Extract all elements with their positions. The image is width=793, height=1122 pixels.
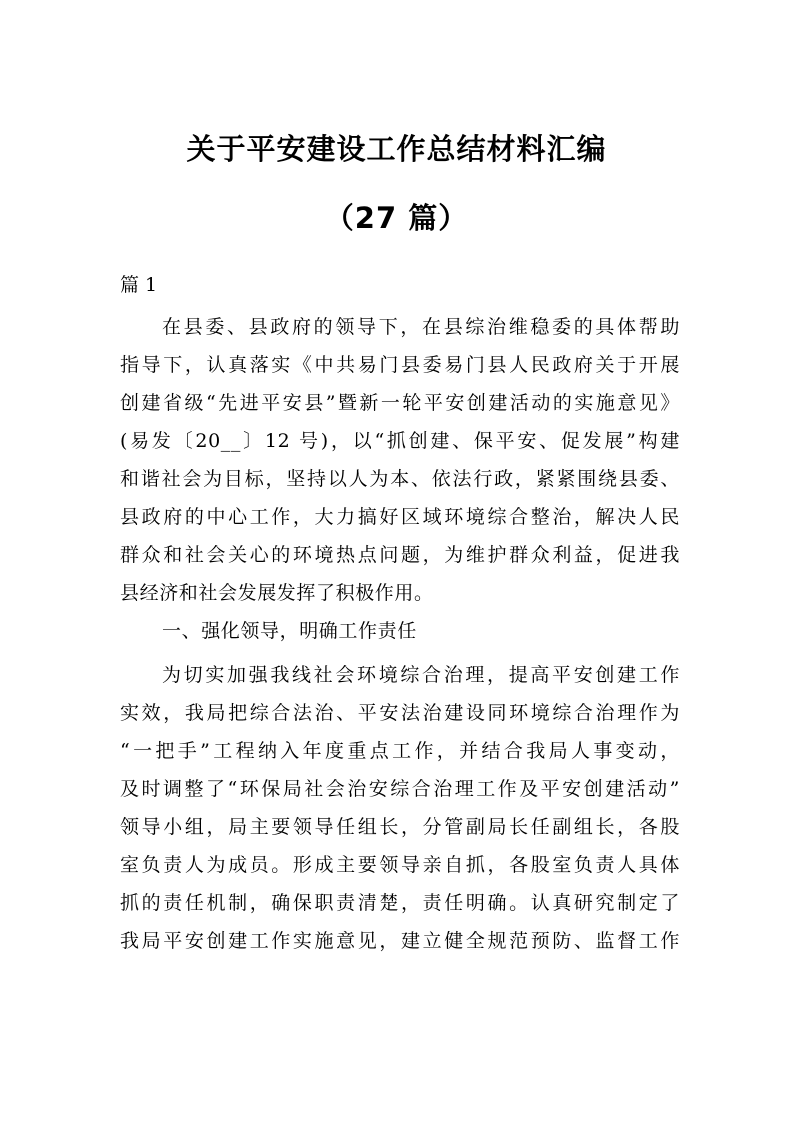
paragraph-line: 和谐社会为目标，坚持以人为本、依法行政，紧紧围绕县委、 xyxy=(120,468,680,490)
paragraph-line: 县经济和社会发展发挥了积极作用。 xyxy=(120,582,434,604)
paragraph-line: (易发〔20__〕12 号)，以“抓创建、保平安、促发展”构建 xyxy=(120,430,680,452)
document-subtitle: （27 篇） xyxy=(324,201,469,235)
section-label: 篇 1 xyxy=(120,274,158,296)
document-title: 关于平安建设工作总结材料汇编 xyxy=(186,132,607,166)
paragraph-line: 创建省级“先进平安县”暨新一轮平安创建活动的实施意见》 xyxy=(120,392,680,414)
paragraph-line: 指导下，认真落实《中共易门县委易门县人民政府关于开展 xyxy=(120,354,680,376)
paragraph-line: 实效，我局把综合法治、平安法治建设同环境综合治理作为 xyxy=(120,702,680,724)
paragraph-line: 我局平安创建工作实施意见，建立健全规范预防、监督工作 xyxy=(120,930,680,952)
section-heading: 一、强化领导，明确工作责任 xyxy=(162,620,417,642)
paragraph-line: 在县委、县政府的领导下，在县综治维稳委的具体帮助 xyxy=(162,316,680,338)
paragraph-line: 群众和社会关心的环境热点问题，为维护群众利益，促进我 xyxy=(120,544,680,566)
paragraph-line: 抓的责任机制，确保职责清楚，责任明确。认真研究制定了 xyxy=(120,892,680,914)
paragraph-line: 为切实加强我线社会环境综合治理，提高平安创建工作 xyxy=(162,664,680,686)
paragraph-line: 室负责人为成员。形成主要领导亲自抓，各股室负责人具体 xyxy=(120,854,680,876)
paragraph-line: 及时调整了“环保局社会治安综合治理工作及平安创建活动” xyxy=(120,778,680,800)
paragraph-line: “一把手”工程纳入年度重点工作，并结合我局人事变动， xyxy=(120,740,680,762)
paragraph-line: 领导小组，局主要领导任组长，分管副局长任副组长，各股 xyxy=(120,816,680,838)
paragraph-line: 县政府的中心工作，大力搞好区域环境综合整治，解决人民 xyxy=(120,506,680,528)
